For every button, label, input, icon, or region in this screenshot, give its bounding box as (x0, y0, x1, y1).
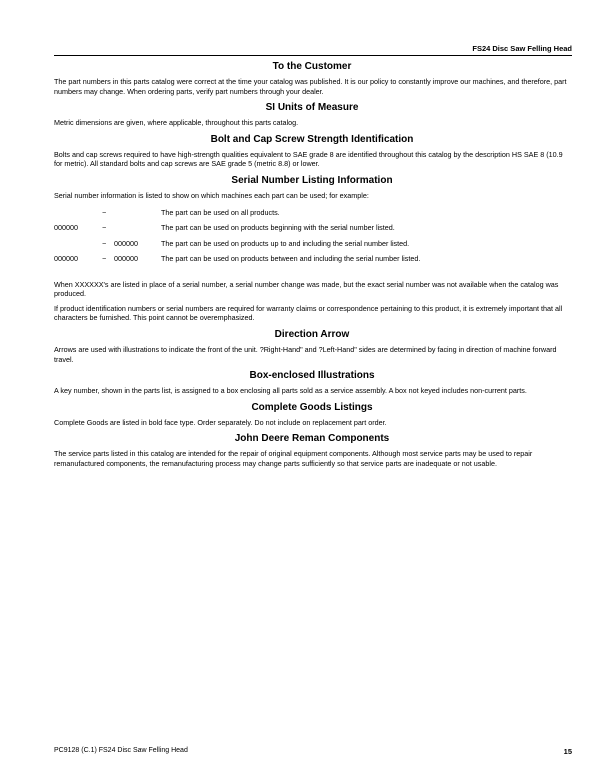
section-complete-goods (54, 401, 570, 428)
page-number: 15 (563, 747, 572, 756)
section-heading: John Deere Reman Components (234, 433, 390, 445)
section-box-enclosed (54, 369, 570, 396)
section-intro: Serial number information is listed to show on which machines each part can be used; for example: (54, 190, 369, 200)
section-heading: Direction Arrow (274, 328, 350, 340)
footer-document-id: PC9128 (C.1) FS24 Disc Saw Felling Head (54, 747, 188, 754)
section-bolt-strength (54, 133, 570, 169)
serial-to: 000000 (114, 238, 138, 248)
section-to-the-customer (54, 60, 570, 96)
serial-to: 000000 (114, 254, 138, 264)
section-body: A key number, shown in the parts list, is assigned to a box enclosing all parts sold as a service assembly. A box not keyed includes non-current parts. (54, 386, 527, 396)
running-header-title: FS24 Disc Saw Felling Head (472, 44, 572, 53)
serial-note: If product identification numbers or serial numbers are required for warranty claims or correspondence pertaining to this product, it is extremely important that all characters be furnished. This point cannot be overemphasized. (54, 303, 563, 323)
section-body: Metric dimensions are given, where applicable, throughout this parts catalog. (54, 118, 299, 128)
serial-description: The part can be used on products between and including the serial number listed. (161, 254, 421, 264)
serial-description: The part can be used on products beginning with the serial number listed. (161, 223, 395, 233)
serial-dash: − (102, 207, 107, 217)
serial-note: When XXXXXX's are listed in place of a serial number, a serial number change was made, but the exact serial number was not available when the catalog was produced. (54, 279, 559, 299)
section-heading: To the Customer (272, 61, 352, 72)
section-heading: SI Units of Measure (265, 102, 359, 114)
section-body: The part numbers in this parts catalog were correct at the time your catalog was published. It is our policy to constantly improve our machines, and therefore, part numbers may change. When ordering parts, verify part numbers through your dealer. (54, 77, 567, 96)
serial-row (54, 239, 570, 255)
serial-description: The part can be used on products up to and including the serial number listed. (161, 238, 410, 248)
section-body: The service parts listed in this catalog are intended for the repair of original equipment components. Although most service parts may be used to repair remanufactured components, the remanufacturing process may change parts sufficiently so that service parts are inadequate or not usable. (54, 449, 533, 468)
section-body: Arrows are used with illustrations to indicate the front of the unit. ?Right-Hand" and ?Left-Hand" sides are determined by facing in direction of machine forward travel. (54, 344, 557, 364)
serial-row (54, 223, 570, 239)
section-si-units (54, 101, 570, 128)
header-rule (54, 55, 572, 56)
serial-row (54, 254, 570, 270)
serial-from: 000000 (54, 223, 78, 233)
section-heading: Serial Number Listing Information (231, 174, 393, 186)
serial-description: The part can be used on all products. (161, 207, 280, 217)
page-content (54, 60, 570, 474)
serial-row (54, 208, 570, 224)
serial-example-table (54, 208, 570, 270)
section-heading: Complete Goods Listings (251, 401, 373, 413)
section-heading: Box-enclosed Illustrations (249, 370, 375, 382)
section-body: Bolts and cap screws required to have high-strength qualities equivalent to SAE grade 8 are identified throughout this catalog by the description HS SAE 8 (10.9 for metric). All standard bolts and cap screws are SAE grade 5 (metric 8.8) or lower. (54, 149, 563, 169)
section-reman-components (54, 432, 570, 468)
section-serial-number (54, 174, 570, 323)
section-direction-arrow (54, 328, 570, 364)
serial-dash: − (102, 223, 107, 233)
serial-dash: − (102, 254, 107, 264)
serial-dash: − (102, 238, 107, 248)
serial-from: 000000 (54, 254, 78, 264)
section-heading: Bolt and Cap Screw Strength Identification (210, 133, 414, 145)
section-body: Complete Goods are listed in bold face type. Order separately. Do not include on replacement part order. (54, 417, 387, 427)
